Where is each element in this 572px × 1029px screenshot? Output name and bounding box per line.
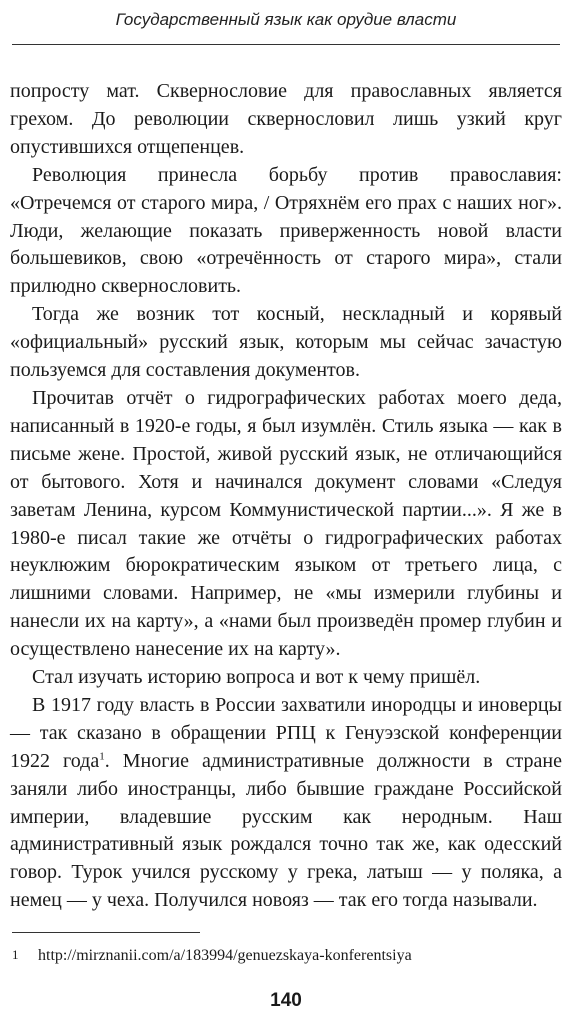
running-head: Государственный язык как орудие власти <box>115 10 457 29</box>
header-rule <box>12 44 560 45</box>
paragraph-6 <box>10 692 562 915</box>
paragraph-2: Революция принесла борьбу против православия: «Отречемся от старого мира, / Отряхнём его прах с наших ног». Люди, желающие показать приверженность новой власти большевиков, свою «отречённость от старого мира», стали прилюдно сквернословить. <box>10 163 562 298</box>
paragraph-4: Прочитав отчёт о гидрографических работах моего деда, написанный в 1920-е годы, я был изумлён. Стиль языка — как в письме жене. Простой, живой русский язык, не отличающийся от бытового. Хотя и начинался документ словами «Следуя заветам Ленина, курсом Коммунистической партии...». Я же в 1980-е писал такие же отчёты о гидрографических работах неуклюжим бюрократическим языком от третьего лица, с лишними словами. Например, не «мы измерили глубины и нанесли их на карту», а «нами был произведён промер глубин и осуществлено нанесение их на карту». <box>10 386 562 661</box>
footnote <box>12 947 562 965</box>
paragraph-5: Стал изучать историю вопроса и вот к чему пришёл. <box>32 666 481 689</box>
paragraph-6-start: В 1917 году власть в России захватили инородцы и иноверцы — так сказано в обращении РПЦ к Генуэзской конференции 1922 года <box>10 693 562 772</box>
paragraph-3: Тогда же возник тот косный, нескладный и корявый «официальный» русский язык, которым мы сейчас зачастую пользуемся для составления документов. <box>10 303 562 382</box>
paragraph-1: попросту мат. Сквернословие для православных является грехом. До революции сквернословил лишь узкий круг опустившихся отщепенцев. <box>10 80 562 158</box>
footnote-link[interactable]: http://mirznanii.com/a/183994/genuezskaya-konferentsiya <box>38 947 412 964</box>
footnote-mark: 1 <box>12 947 19 962</box>
footnote-reference[interactable]: 1 <box>99 750 105 763</box>
body-text <box>10 78 562 915</box>
page-number: 140 <box>270 990 302 1011</box>
paragraph-6-end: . Многие административные должности в стране заняли либо иностранцы, либо бывшие граждане Российской империи, владевшие русским как неродным. Наш административный язык рождался точно так же, как одесский говор. Турок учился русскому у грека, латыш — у поляка, а немец — у чеха. Получился новояз — так его тогда называли. <box>10 749 562 912</box>
footnote-rule <box>12 932 200 933</box>
